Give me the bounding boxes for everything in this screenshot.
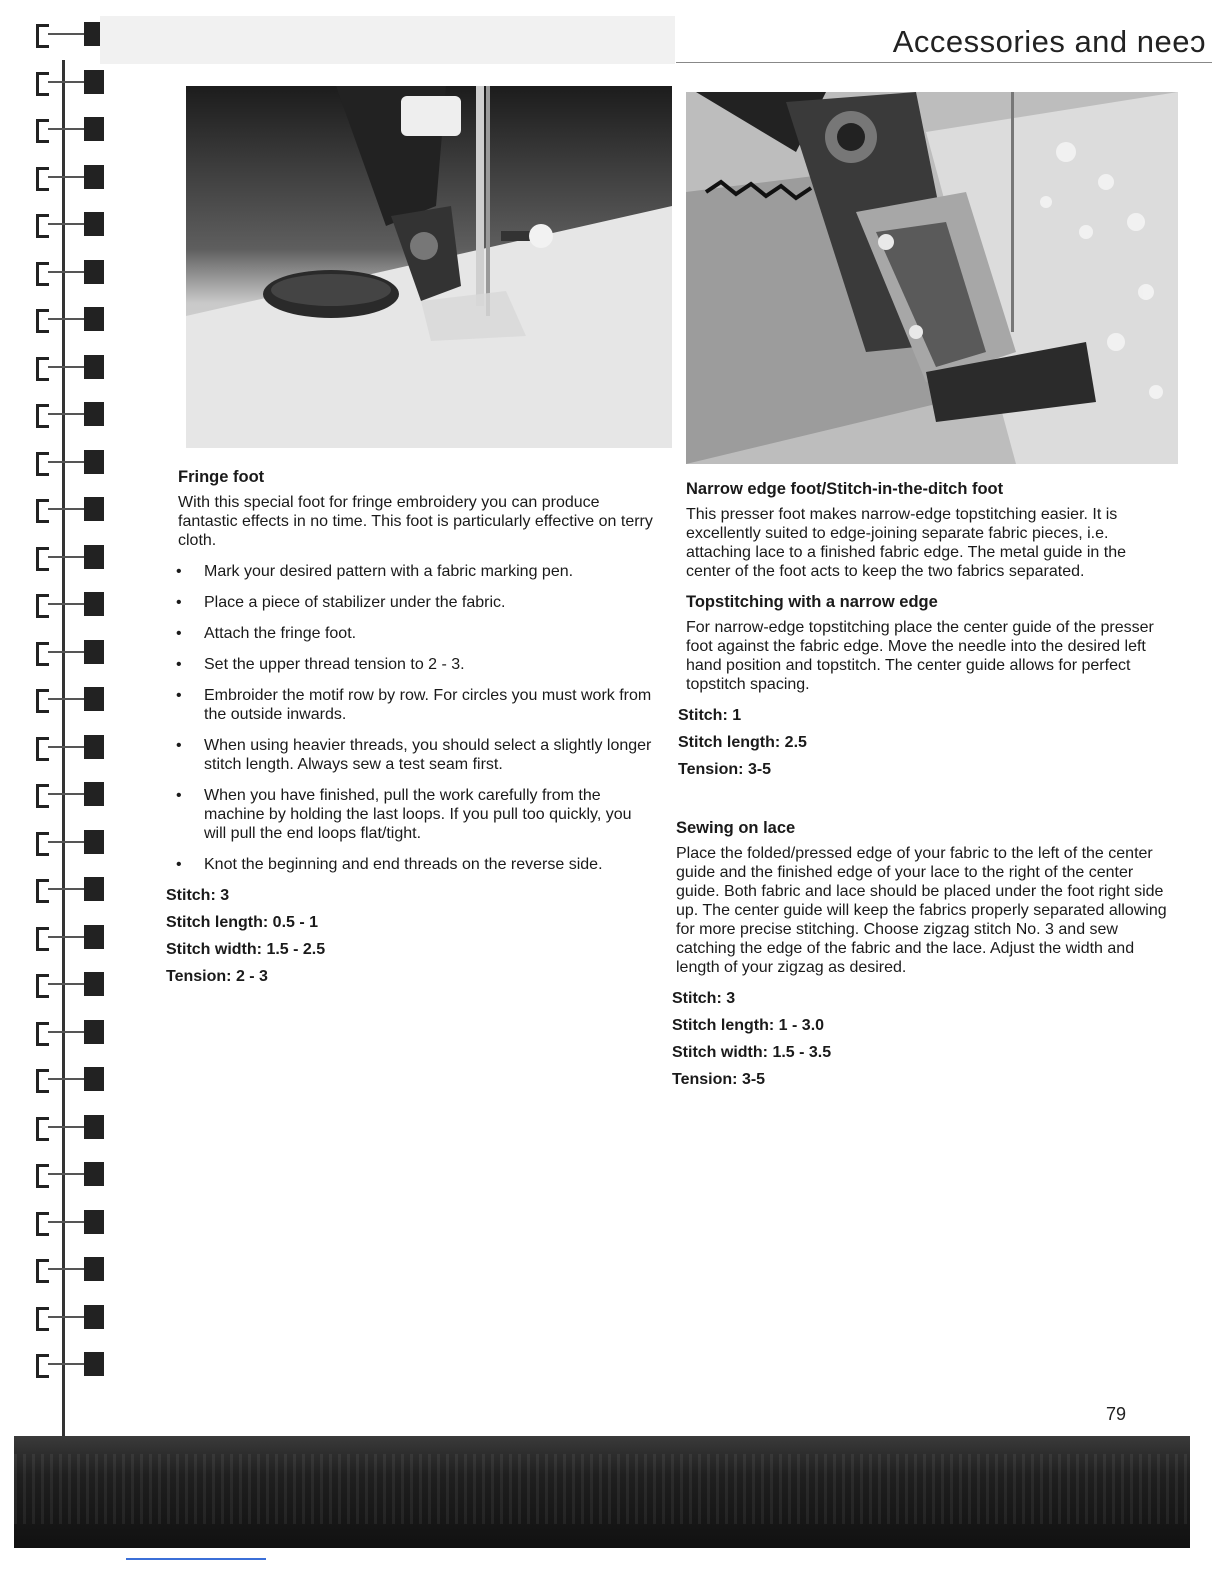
list-item: • Knot the beginning and end threads on the reverse side.: [176, 856, 603, 873]
list-item: • When using heavier threads, you should select a slightly longer stitch length. Always sew a test seam first.: [176, 737, 652, 773]
scan-shadow-band: [14, 1436, 1190, 1548]
fringe-foot-section: [166, 464, 658, 994]
binding-loop: [28, 972, 108, 998]
lace-stitch-width: Stitch width: 1.5 - 3.5: [672, 1044, 832, 1061]
binding-loop: [28, 165, 108, 191]
binding-loop: [28, 1352, 108, 1378]
binding-loop: [28, 1162, 108, 1188]
fringe-stitch-length: Stitch length: 0.5 - 1: [166, 914, 319, 931]
binding-loop: [28, 307, 108, 333]
spiral-binding: [0, 0, 130, 1440]
binding-loop: [28, 1210, 108, 1236]
narrow-tension: Tension: 3-5: [678, 761, 772, 778]
narrow-stitch: Stitch: 1: [678, 707, 742, 724]
binding-loop: [28, 260, 108, 286]
binding-loop: [28, 877, 108, 903]
topstitch-text: For narrow-edge topstitching place the center guide of the presser foot against the fabric edge. Move the needle into the desired left hand position and topstitch. The center guide allows for perfect topstitch spacing.: [686, 619, 1154, 693]
fringe-intro: With this special foot for fringe embroidery you can produce fantastic effects in no time. This foot is particularly effective on terry cloth.: [178, 494, 653, 549]
binding-loop: [28, 497, 108, 523]
binding-loop: [28, 925, 108, 951]
binding-loop: [28, 1067, 108, 1093]
list-item: • Set the upper thread tension to 2 - 3.: [176, 656, 465, 673]
binding-loop: [28, 212, 108, 238]
page-title: Accessories and neeɔ: [892, 24, 1206, 59]
binding-loop: [28, 402, 108, 428]
header-rule: [676, 62, 1212, 63]
fringe-heading: Fringe foot: [178, 468, 265, 486]
list-item: • Place a piece of stabilizer under the fabric.: [176, 594, 506, 611]
fringe-tension: Tension: 2 - 3: [166, 968, 268, 985]
binding-loop: [28, 830, 108, 856]
lace-heading: Sewing on lace: [676, 819, 796, 837]
binding-loop: [28, 782, 108, 808]
narrow-edge-foot-photo: [686, 92, 1178, 464]
fringe-stitch: Stitch: 3: [166, 887, 230, 904]
list-item: • When you have finished, pull the work carefully from the machine by holding the last loops. If you pull too quickly, you will pull the end loops flat/tight.: [176, 787, 632, 842]
binding-loop: [28, 450, 108, 476]
lace-stitch: Stitch: 3: [672, 990, 736, 1007]
binding-loop: [28, 735, 108, 761]
binding-loop: [28, 592, 108, 618]
lace-text: Place the folded/pressed edge of your fabric to the left of the center guide and the finished edge of your lace to the right of the center guide. Both fabric and lace should be placed under the foot right side up. The center guide will keep the fabrics properly separated allowing for more precise stitching. Choose zigzag stitch No. 3 and sew catching the edge of the fabric and the lace. Adjust the width and length of your zigzag as desired.: [676, 845, 1167, 976]
list-item: • Attach the fringe foot.: [176, 625, 357, 642]
fringe-foot-photo: [186, 86, 672, 448]
binding-loop: [28, 22, 108, 48]
list-item: • Mark your desired pattern with a fabric marking pen.: [176, 563, 574, 580]
binding-loop: [28, 640, 108, 666]
binding-loop: [28, 1115, 108, 1141]
narrow-stitch-length: Stitch length: 2.5: [678, 734, 807, 751]
binding-loop: [28, 687, 108, 713]
topstitch-heading: Topstitching with a narrow edge: [686, 593, 938, 611]
lace-stitch-length: Stitch length: 1 - 3.0: [672, 1017, 825, 1034]
page-number: 79: [1106, 1404, 1127, 1424]
binding-loop: [28, 1020, 108, 1046]
list-item: • Embroider the motif row by row. For circles you must work from the outside inwards.: [176, 687, 652, 723]
lace-tension: Tension: 3-5: [672, 1071, 766, 1088]
binding-loop: [28, 1305, 108, 1331]
narrow-heading: Narrow edge foot/Stitch-in-the-ditch foot: [686, 480, 1004, 498]
binding-loop: [28, 355, 108, 381]
narrow-edge-section: [672, 476, 1172, 1097]
narrow-intro: This presser foot makes narrow-edge topstitching easier. It is excellently suited to edge-joining separate fabric pieces, i.e. attaching lace to a finished fabric edge. The metal guide in the center of the foot acts to keep the two fabrics separated.: [686, 506, 1126, 580]
header-shade: [100, 16, 675, 64]
binding-loop: [28, 1257, 108, 1283]
binding-loop: [28, 117, 108, 143]
fringe-stitch-width: Stitch width: 1.5 - 2.5: [166, 941, 326, 958]
binding-loop: [28, 545, 108, 571]
fringe-steps: [166, 562, 658, 874]
binding-loop: [28, 70, 108, 96]
scan-artifact-line: [126, 1558, 266, 1560]
